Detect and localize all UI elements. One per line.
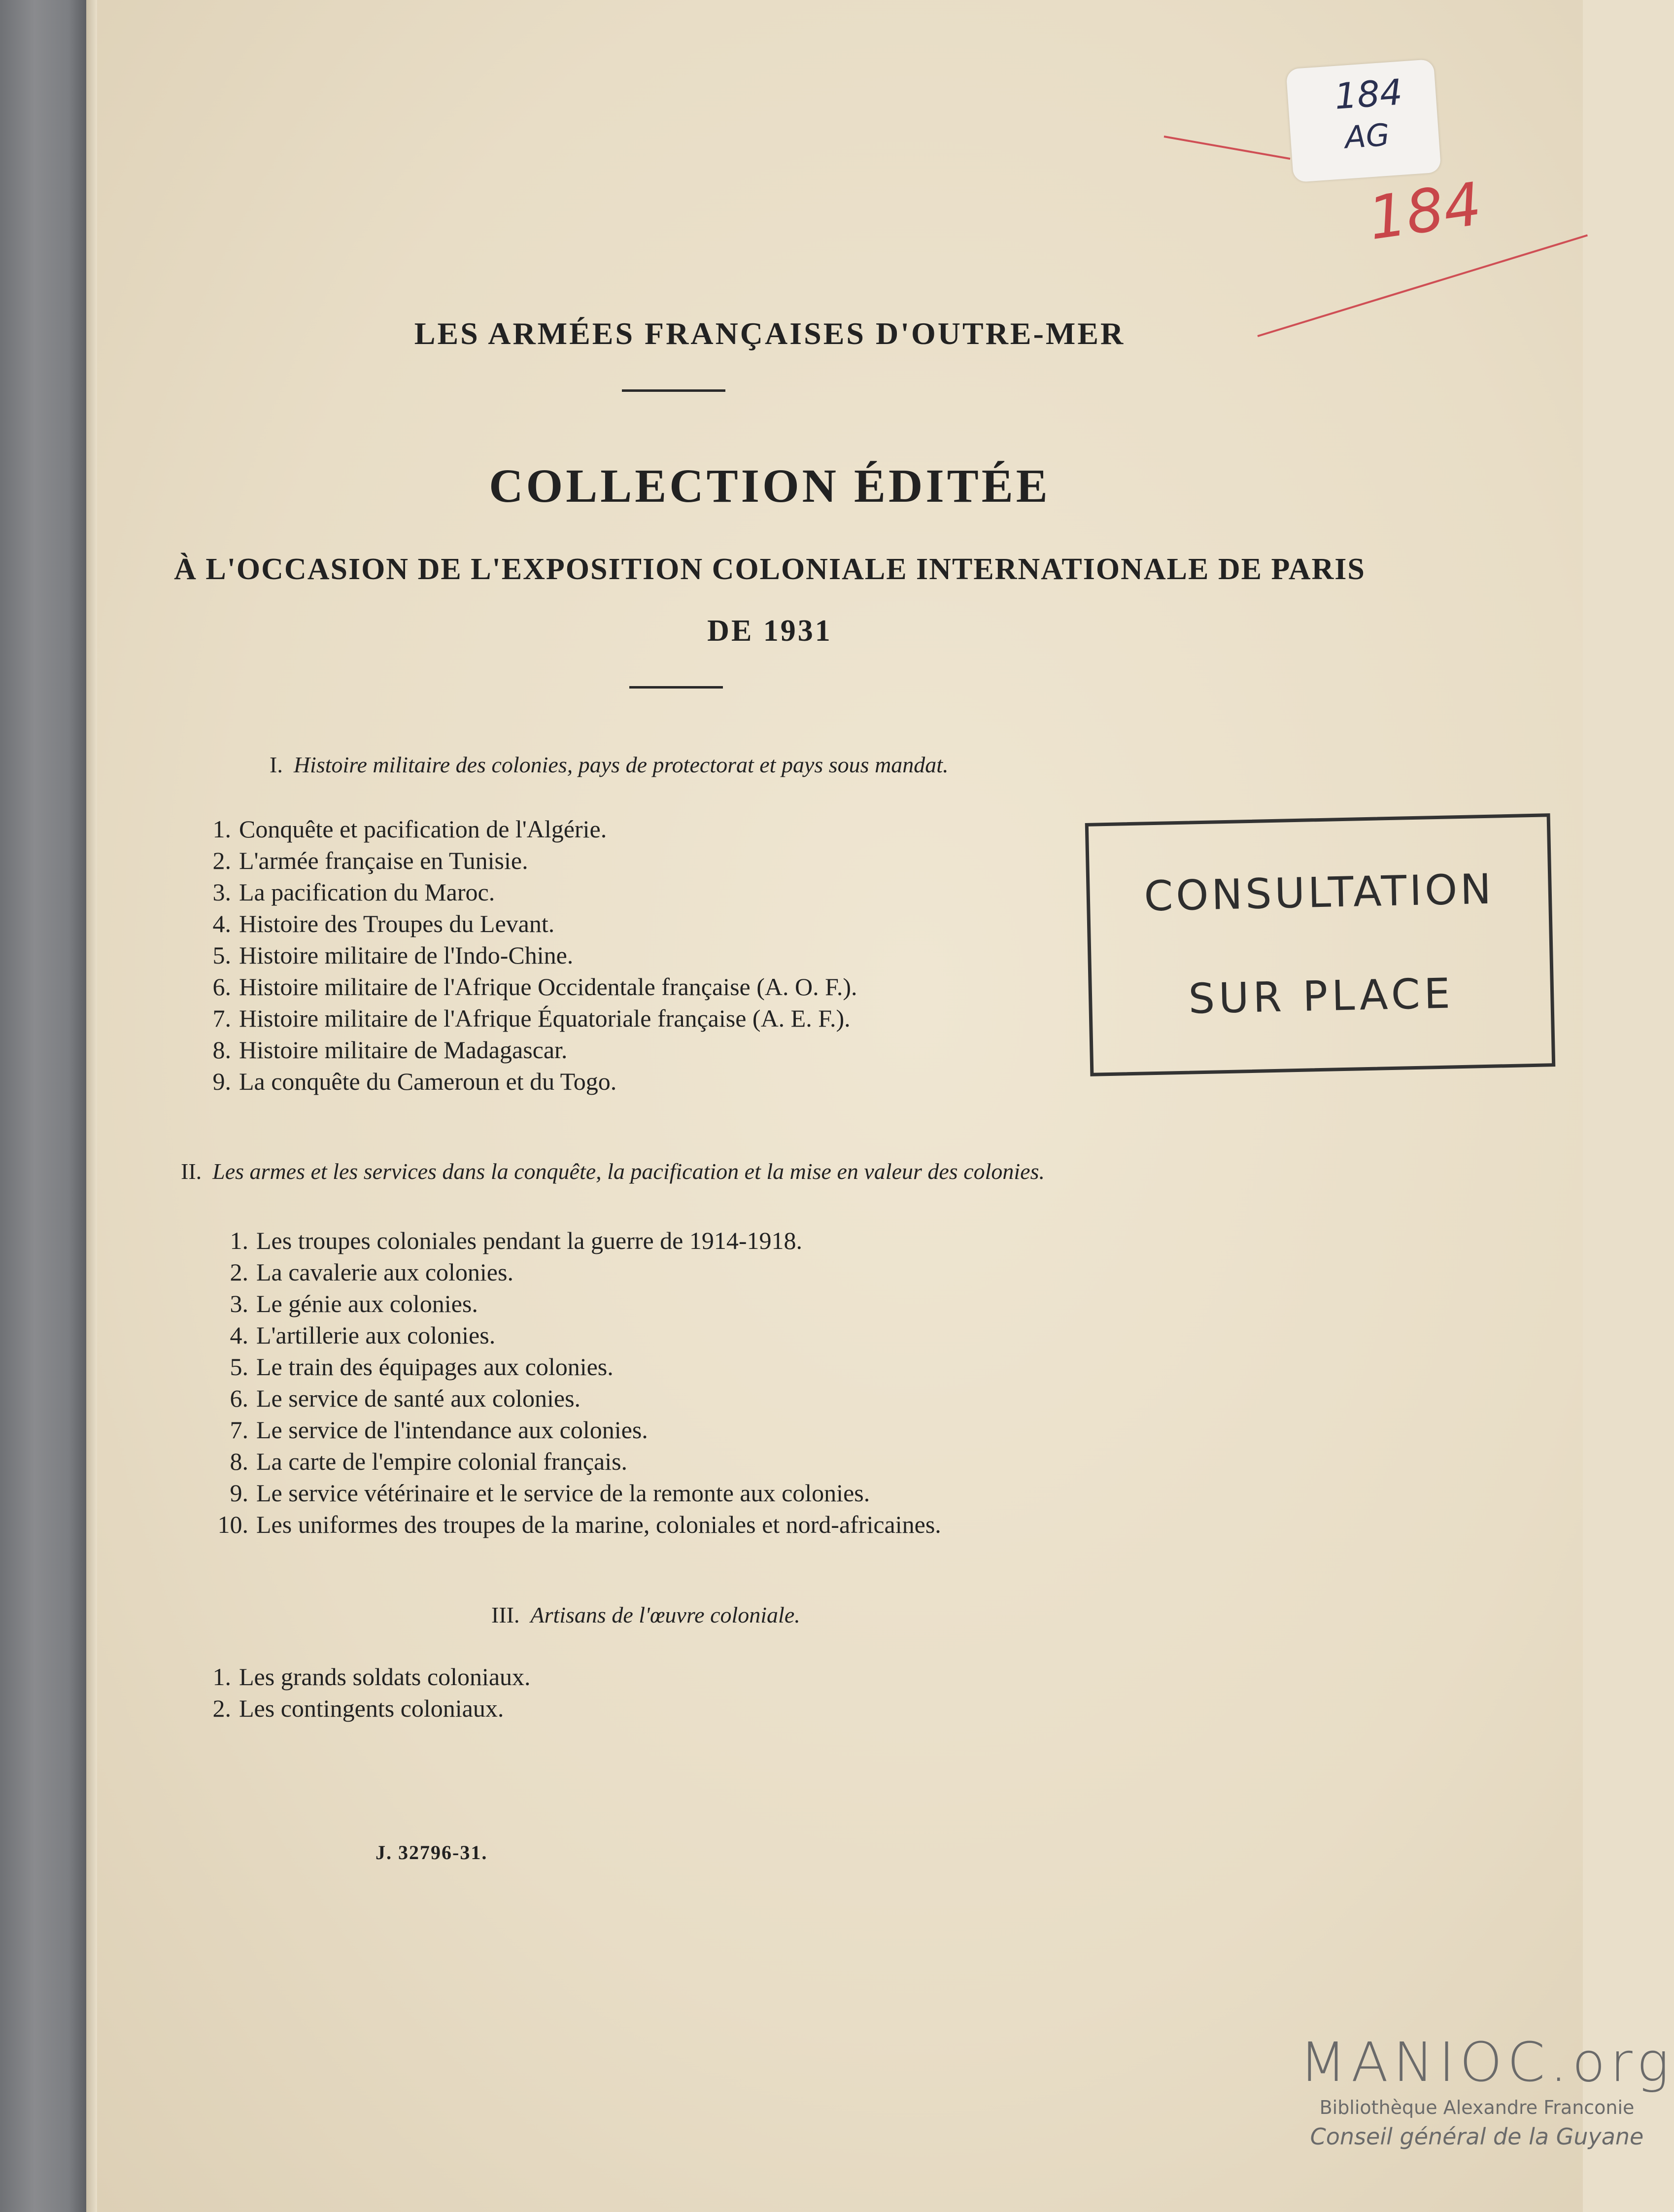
list-item: 7. Histoire militaire de l'Afrique Équatoriale française (A. E. F.). — [212, 1004, 851, 1032]
section-list-1 — [196, 813, 857, 1097]
list-item: 3. La pacification du Maroc. — [212, 878, 495, 906]
list-item: 2. Les contingents coloniaux. — [212, 1694, 504, 1722]
manioc-watermark — [1299, 2031, 1674, 2150]
list-item: 8. La carte de l'empire colonial français. — [230, 1448, 628, 1475]
shelf-label-number: 184 — [1333, 71, 1404, 117]
list-item: 5. Le train des équipages aux colonies. — [230, 1353, 614, 1381]
section-list-3 — [196, 1661, 531, 1724]
section-heading-2: II. Les armes et les services dans la conquête, la pacification et la mise en valeur des colonies. — [181, 1159, 1045, 1184]
list-item: 5. Histoire militaire de l'Indo-Chine. — [212, 941, 574, 969]
list-item: 1. Les troupes coloniales pendant la guerre de 1914-1918. — [230, 1227, 802, 1254]
section-heading-1: I. Histoire militaire des colonies, pays de protectorat et pays sous mandat. — [270, 752, 949, 777]
collection-year: DE 1931 — [707, 614, 832, 648]
stamp-line-2: SUR PLACE — [1188, 969, 1455, 1023]
divider-top — [622, 389, 725, 392]
list-item: 6. Le service de santé aux colonies. — [230, 1384, 581, 1412]
series-title: LES ARMÉES FRANÇAISES D'OUTRE-MER — [414, 316, 1126, 351]
list-item: 7. Le service de l'intendance aux colonies. — [230, 1416, 648, 1444]
list-item: 2. L'armée française en Tunisie. — [212, 847, 528, 874]
printer-code: J. 32796-31. — [376, 1841, 488, 1864]
consultation-stamp — [1085, 813, 1556, 1076]
manioc-logo: MANIOC.org — [1299, 2031, 1674, 2094]
list-item: 6. Histoire militaire de l'Afrique Occidentale française (A. O. F.). — [212, 973, 857, 1001]
book-spine — [0, 0, 86, 2212]
list-item: 9. La conquête du Cameroun et du Togo. — [212, 1068, 617, 1095]
list-item: 1. Conquête et pacification de l'Algérie. — [212, 815, 607, 843]
list-item: 4. L'artillerie aux colonies. — [230, 1321, 496, 1349]
list-item: 9. Le service vétérinaire et le service de la remonte aux colonies. — [230, 1479, 870, 1507]
page-edge — [86, 0, 97, 2212]
section-list-2 — [213, 1225, 941, 1540]
list-item: 1. Les grands soldats coloniaux. — [212, 1663, 531, 1691]
collection-title: COLLECTION ÉDITÉE — [489, 459, 1051, 512]
shelf-label — [1286, 59, 1441, 182]
document-page — [97, 0, 1674, 2212]
library-name: Bibliothèque Alexandre Franconie — [1319, 2097, 1635, 2118]
divider-bottom — [629, 686, 723, 689]
list-item: 3. Le génie aux colonies. — [230, 1290, 478, 1317]
stamp-line-1: CONSULTATION — [1143, 864, 1495, 921]
collection-subtitle: À L'OCCASION DE L'EXPOSITION COLONIALE INTERNATIONALE DE PARIS — [174, 553, 1366, 586]
list-item: 8. Histoire militaire de Madagascar. — [212, 1036, 568, 1064]
red-pencil-tick — [1164, 136, 1291, 160]
list-item: 4. Histoire des Troupes du Levant. — [212, 910, 555, 937]
shelf-label-code: AG — [1343, 116, 1391, 156]
list-item: 10. Les uniformes des troupes de la marine, coloniales et nord-africaines. — [217, 1511, 941, 1538]
council-name: Conseil général de la Guyane — [1310, 2123, 1644, 2150]
list-item: 2. La cavalerie aux colonies. — [230, 1258, 513, 1286]
red-pencil-annotation: 184 — [1364, 170, 1486, 254]
section-heading-3: III. Artisans de l'œuvre coloniale. — [491, 1602, 800, 1627]
